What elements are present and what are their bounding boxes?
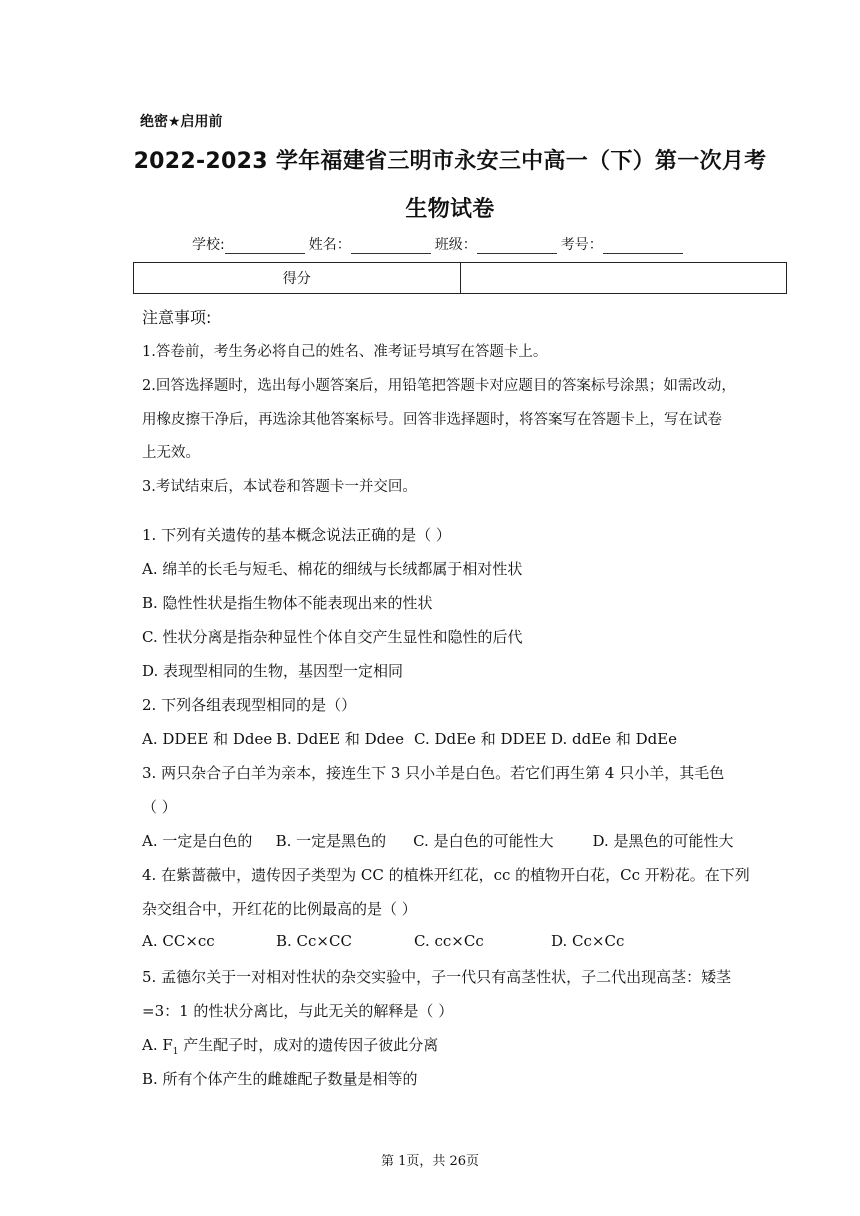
option: A. 一定是白色的 (142, 832, 253, 850)
option: B. 隐性性状是指生物体不能表现出来的性状 (142, 594, 433, 612)
option-row (142, 728, 752, 749)
page-title: 2022-2023 学年福建省三明市永安三中高一（下）第一次月考 (133, 149, 767, 174)
exam-no-label: 考号： (560, 237, 603, 253)
class-blank (477, 239, 557, 254)
option: D. ddEe 和 DdEe (551, 730, 678, 748)
notice-item: 1.答卷前，考生务必将自己的姓名、准考证号填写在答题卡上。 (142, 344, 548, 360)
option-row (142, 932, 752, 950)
student-info-row (192, 234, 687, 254)
option: B. 所有个体产生的雌雄配子数量是相等的 (142, 1070, 418, 1088)
option: A. 绵羊的长毛与短毛、棉花的细绒与长绒都属于相对性状 (142, 560, 523, 578)
option: D. 是黑色的可能性大 (592, 832, 734, 850)
option (142, 1034, 757, 1057)
option: B. Cc×CC (276, 932, 352, 950)
school-blank (225, 239, 305, 254)
question-stem: =3：1 的性状分离比，与此无关的解释是（ ） (142, 1002, 454, 1020)
notice-item: 2.回答选择题时，选出每小题答案后，用铅笔把答题卡对应题目的答案标号涂黑；如需改动， (142, 378, 736, 394)
option: C. 性状分离是指杂种显性个体自交产生显性和隐性的后代 (142, 628, 523, 646)
option: B. DdEE 和 Ddee (276, 730, 405, 748)
question-stem: 1. 下列有关遗传的基本概念说法正确的是（ ） (142, 526, 451, 544)
option-a-text: 产生配子时，成对的遗传因子彼此分离 (178, 1036, 439, 1054)
class-label: 班级： (434, 237, 477, 253)
option: A. DDEE 和 Ddee (142, 730, 273, 748)
question-stem: 2. 下列各组表现型相同的是（） (142, 696, 357, 714)
notice-item: 用橡皮擦干净后，再选涂其他答案标号。回答非选择题时，将答案写在答题卡上，写在试卷 (142, 412, 722, 428)
notice-heading: 注意事项: (142, 308, 212, 327)
question-stem: （ ） (142, 798, 177, 816)
notice-item: 3.考试结束后，本试卷和答题卡一并交回。 (142, 479, 417, 495)
option: A. CC×cc (142, 932, 215, 950)
option: B. 一定是黑色的 (275, 832, 387, 850)
option: C. 是白色的可能性大 (413, 832, 554, 850)
subscript: 1 (172, 1047, 179, 1057)
notice-item: 上无效。 (142, 445, 200, 461)
question-stem: 杂交组合中，开红花的比例最高的是（ ） (142, 900, 417, 918)
score-value (460, 263, 787, 293)
option: C. DdEe 和 DDEE (414, 730, 547, 748)
exam-no-blank (603, 239, 683, 254)
question-stem: 3. 两只杂合子白羊为亲本，接连生下 3 只小羊是白色。若它们再生第 4 只小羊，其毛色 (142, 764, 725, 782)
page-number: 第 1页，共 26页 (380, 1154, 480, 1169)
option: D. 表现型相同的生物，基因型一定相同 (142, 662, 404, 680)
school-label: 学校: (192, 237, 225, 253)
score-table (133, 262, 787, 294)
page-subtitle: 生物试卷 (405, 197, 495, 222)
option-a-prefix: A. F (142, 1036, 173, 1054)
confidential-mark: 绝密★启用前 (140, 114, 223, 130)
score-label: 得分 (282, 271, 311, 287)
name-label: 姓名： (308, 237, 351, 253)
option-row (142, 830, 752, 851)
question-stem: 4. 在紫蔷薇中，遗传因子类型为 CC 的植株开红花，cc 的植物开白花，Cc 开粉花。在下列 (142, 866, 750, 884)
name-blank (351, 239, 431, 254)
option: D. Cc×Cc (551, 932, 625, 950)
option: C. cc×Cc (414, 932, 484, 950)
question-stem: 5. 孟德尔关于一对相对性状的杂交实验中，子一代只有高茎性状，子二代出现高茎：矮茎 (142, 968, 732, 986)
